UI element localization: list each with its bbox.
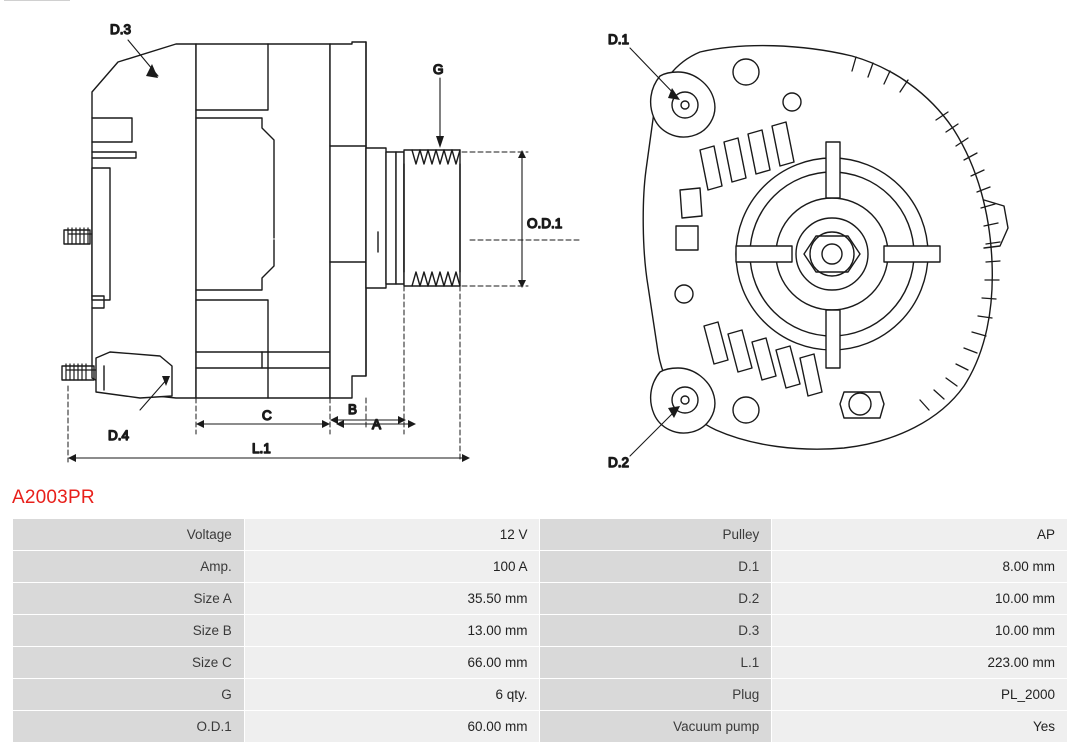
- spec-value: Yes: [772, 711, 1068, 743]
- spec-label: Amp.: [13, 551, 245, 583]
- callout-g: G: [433, 62, 444, 77]
- callout-od1: O.D.1: [527, 216, 563, 231]
- spec-label: G: [13, 679, 245, 711]
- table-row: [13, 551, 1068, 583]
- spec-label: D.1: [540, 551, 772, 583]
- spec-value: 10.00 mm: [772, 615, 1068, 647]
- table-row: [13, 711, 1068, 743]
- part-number-title: A2003PR: [12, 487, 95, 508]
- callout-b: B: [348, 402, 358, 417]
- callout-d3: D.3: [110, 22, 132, 37]
- spec-label: Size A: [13, 583, 245, 615]
- front-callout-labels: [608, 32, 629, 470]
- spec-value: 10.00 mm: [772, 583, 1068, 615]
- spec-value: AP: [772, 519, 1068, 551]
- spec-label: Size B: [13, 615, 245, 647]
- callout-d4: D.4: [108, 428, 130, 443]
- side-view-alternator: [62, 42, 460, 398]
- spec-label: Plug: [540, 679, 772, 711]
- table-row: [13, 583, 1068, 615]
- spec-label: Vacuum pump: [540, 711, 772, 743]
- spec-label: O.D.1: [13, 711, 245, 743]
- table-row: [13, 615, 1068, 647]
- callout-a: A: [372, 417, 382, 432]
- table-row: [13, 647, 1068, 679]
- callout-c: C: [262, 408, 272, 423]
- spec-value: 35.50 mm: [244, 583, 540, 615]
- callout-l1: L.1: [252, 441, 271, 456]
- spec-label: D.3: [540, 615, 772, 647]
- spec-label: Size C: [13, 647, 245, 679]
- spec-value: 8.00 mm: [772, 551, 1068, 583]
- spec-label: L.1: [540, 647, 772, 679]
- spec-value: 100 A: [244, 551, 540, 583]
- front-view-alternator: [643, 46, 1008, 450]
- spec-value: 12 V: [244, 519, 540, 551]
- spec-value: 60.00 mm: [244, 711, 540, 743]
- spec-value: 223.00 mm: [772, 647, 1068, 679]
- specification-table: [12, 518, 1068, 743]
- callout-d2: D.2: [608, 455, 630, 470]
- spec-value: 6 qty.: [244, 679, 540, 711]
- table-row: [13, 679, 1068, 711]
- spec-value: 13.00 mm: [244, 615, 540, 647]
- callout-d1: D.1: [608, 32, 630, 47]
- spec-label: Pulley: [540, 519, 772, 551]
- spec-label: Voltage: [13, 519, 245, 551]
- spec-value: PL_2000: [772, 679, 1068, 711]
- spec-label: D.2: [540, 583, 772, 615]
- table-row: [13, 519, 1068, 551]
- spec-value: 66.00 mm: [244, 647, 540, 679]
